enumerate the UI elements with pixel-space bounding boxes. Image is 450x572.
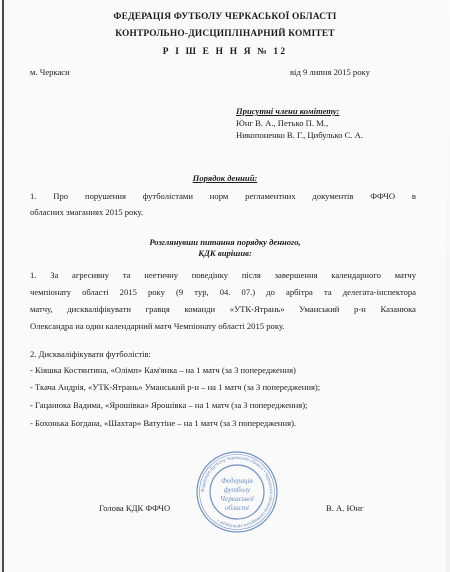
present-line2: Никопоненко В. Г., Цибулько С. А. [236,130,363,140]
decision-number: Р І Ш Е Н Н Я № 12 [162,47,288,57]
decision1-line2: чемпіонату області 2015 року (9 тур, 04. 07.) до арбітра та делегата-інспектора [30,287,416,297]
considered-line1: Розглянувши питання порядку денного, [149,237,301,247]
list-item: - Ткача Андрія, «УТК-Ятрань» Уманський р-н – на 1 матч (за 3 попередження); [30,382,321,392]
place: м. Черкаси [30,67,70,77]
header-committee: КОНТРОЛЬНО-ДИСЦИПЛІНАРНИЙ КОМІТЕТ [115,29,335,39]
stamp-center-line3: Черкаської [220,495,254,503]
decision2-title: 2. Дискваліфікувати футболістів: [30,349,151,359]
list-item: - Кіяшка Костянтина, «Олімп» Кам'янка – на 1 матч (за 3 попередження) [30,365,296,375]
agenda-item1-line1: 1. Про порушення футболістами норм регламентних документів ФФЧО в [30,191,416,201]
stamp-center-line2: футболу [223,486,251,494]
agenda-title: Порядок денний: [192,173,258,183]
present-label: Присутні члени комітету: [236,106,340,116]
decision1-line1: 1. За агресивну та неетичну поведінку після завершення календарного матчу [30,270,416,280]
stamp-center-line4: області [224,504,250,512]
agenda-item1-line2: обласних змаганнях 2015 року. [30,207,143,217]
date: від 9 липня 2015 року [290,67,370,77]
header-federation: ФЕДЕРАЦІЯ ФУТБОЛУ ЧЕРКАСЬКОЇ ОБЛАСТІ [113,12,337,22]
decision1-line4: Олександра на один календарний матч Чемпіонату області 2015 року. [30,321,285,331]
stamp-center-line1: Федерація [221,477,253,485]
official-stamp [195,450,279,534]
considered-line2: КДК вирішив: [198,248,252,258]
stamp-ring-text: Федерація футболу Черкаської області • Черкаська обласна громадська організація • [199,454,275,530]
decision1-line3: матчу, дискваліфікувати гравця команди «УТК-Ятрань» Уманський р-н Казанюка [30,304,416,314]
signature-left: Голова КДК ФФЧО [99,503,171,513]
list-item: - Бохонька Богдана, «Шахтар» Ватутіне – на 1 матч (за 3 попередження). [30,418,297,428]
present-line1: Юнг В. А., Петько П. М., [236,118,329,128]
signature-right: В. А. Юнг [326,503,364,513]
document-page [4,0,446,572]
list-item: - Гацанюка Вадима, «Ярошівка» Ярошівка – на 1 матч (за 3 попередження); [30,400,308,410]
stamp-icon [195,450,279,534]
